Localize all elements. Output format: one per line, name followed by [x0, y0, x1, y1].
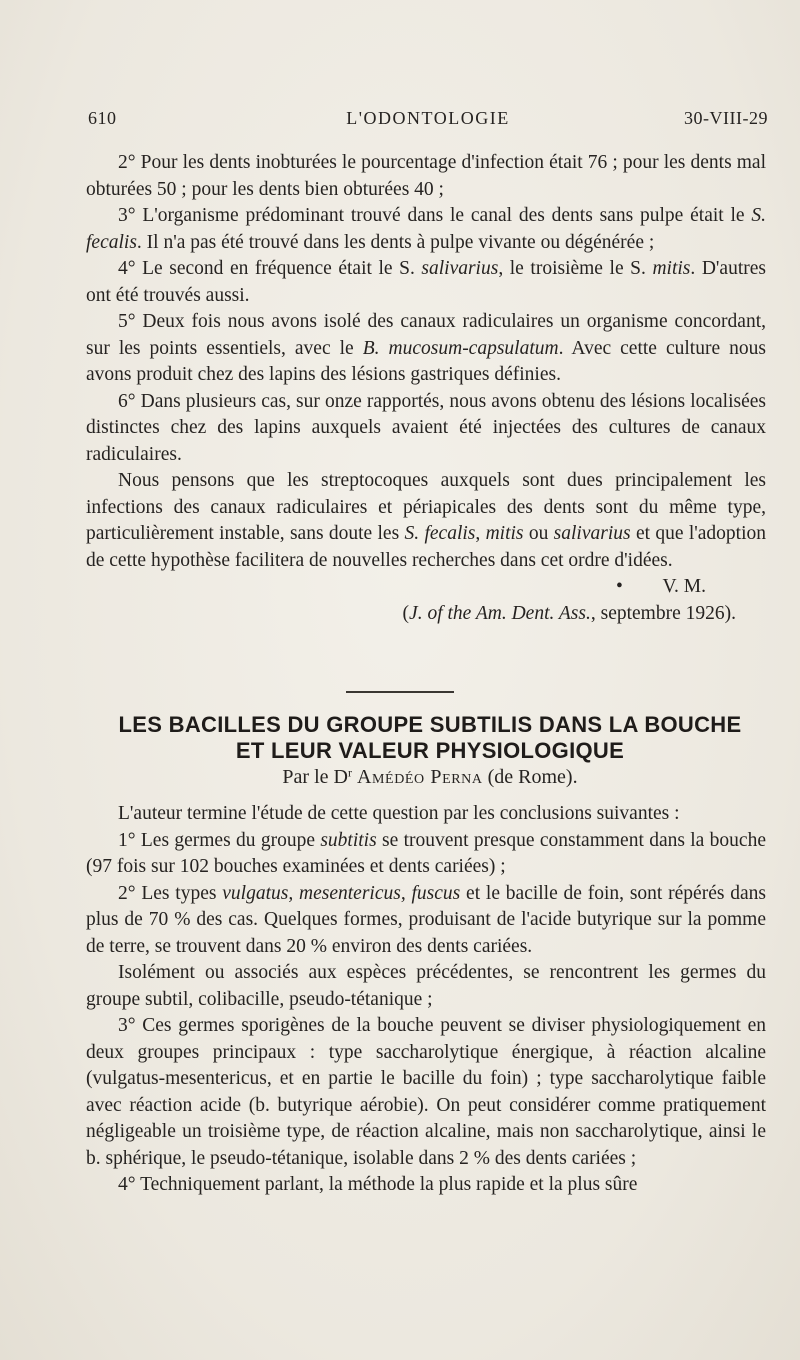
paragraph-3: 3° L'organisme prédominant trouvé dans le canal des dents sans pulpe était le S. fecalis. Il n'a pas été trouvé dans les dents à pulpe vivante ou dégénérée ; — [86, 205, 766, 253]
article-title-line-2: ET LEUR VALEUR PHYSIOLOGIQUE — [235, 738, 625, 763]
conclusion-2-follow: Isolément ou associés aux espèces précédentes, se rencontrent les germes du groupe subtil, colibacille, pseudo-tétanique ; — [86, 962, 766, 1010]
article-body — [86, 801, 766, 1199]
running-header — [88, 108, 768, 136]
paragraph-6: 6° Dans plusieurs cas, sur onze rapportés, nous avons obtenu des lésions localisées distinctes chez des lapins auxquels avaient été injectées des cultures de canaux radiculaires. — [86, 390, 766, 465]
conclusion-1: 1° Les germes du groupe subtitis se trouvent presque constamment dans la bouche (97 fois sur 102 bouches examinées et dents cariées) ; — [86, 829, 766, 877]
paragraph-2: 2° Pour les dents inobturées le pourcentage d'infection était 76 ; pour les dents mal obturées 50 ; pour les dents bien obturées 40 ; — [86, 152, 766, 200]
paragraph-4: 4° Le second en fréquence était le S. salivarius, le troisième le S. mitis. D'autres ont été trouvés aussi. — [86, 258, 766, 306]
author-name: Amédéo Perna — [356, 766, 483, 788]
conclusion-3: 3° Ces germes sporigènes de la bouche peuvent se diviser physiologiquement en deux groupes principaux : type saccharolytique énergique, à réaction alcaline (vulgatus-mesentericus, et en partie le bacille du foin) ; type saccharolytique faible avec réaction acide (b. butyrique aérobie). On peut considérer comme pratiquement négligeable un troisième type, de réaction alcaline, mais non saccharolytique, ainsi le b. sphérique, le pseudo-tétanique, isolable dans 2 % des dents cariées ; — [86, 1015, 766, 1169]
signature-line — [86, 574, 766, 601]
bullet-mark: • — [616, 576, 623, 597]
issue-date: 30-VIII-29 — [684, 108, 768, 128]
section-divider — [346, 691, 454, 693]
intro-paragraph: L'auteur termine l'étude de cette question par les conclusions suivantes : — [118, 803, 680, 824]
article-title-line-1: LES BACILLES DU GROUPE SUBTILIS DANS LA BOUCHE — [118, 712, 742, 737]
signature: V. M. — [662, 576, 706, 597]
journal-title: L'ODONTOLOGIE — [346, 108, 510, 128]
page-number: 610 — [88, 108, 117, 128]
conclusion-4: 4° Techniquement parlant, la méthode la plus rapide et la plus sûre — [118, 1174, 638, 1195]
conclusion-2: 2° Les types vulgatus, mesentericus, fuscus et le bacille de foin, sont répérés dans plus de 70 % des cas. Quelques formes, produisant de l'acide butyrique sur la pomme de terre, se trouvent dans 20 % environ des dents cariées. — [86, 882, 766, 957]
conclusion-paragraph: Nous pensons que les streptocoques auxquels sont dues principalement les infections des canaux radiculaires et périapicales des dents sont du même type, particulièrement instable, sans doute les S. fecalis, mitis ou salivarius et que l'adoption de cette hypothèse facilitera de nouvelles recherches dans cet ordre d'idées. — [86, 470, 766, 571]
byline: Par le $D^r$ Amédéo Perna (de Rome). — [282, 765, 578, 788]
previous-article-body — [86, 150, 766, 627]
article-title — [80, 712, 780, 764]
source-citation: (J. of the Am. Dent. Ass., septembre 1926). — [402, 602, 736, 624]
paragraph-5: 5° Deux fois nous avons isolé des canaux radiculaires un organisme concordant, sur les points essentiels, avec le B. mucosum-capsulatum. Avec cette culture nous avons produit chez des lapins des lésions gastriques définies. — [86, 311, 766, 385]
